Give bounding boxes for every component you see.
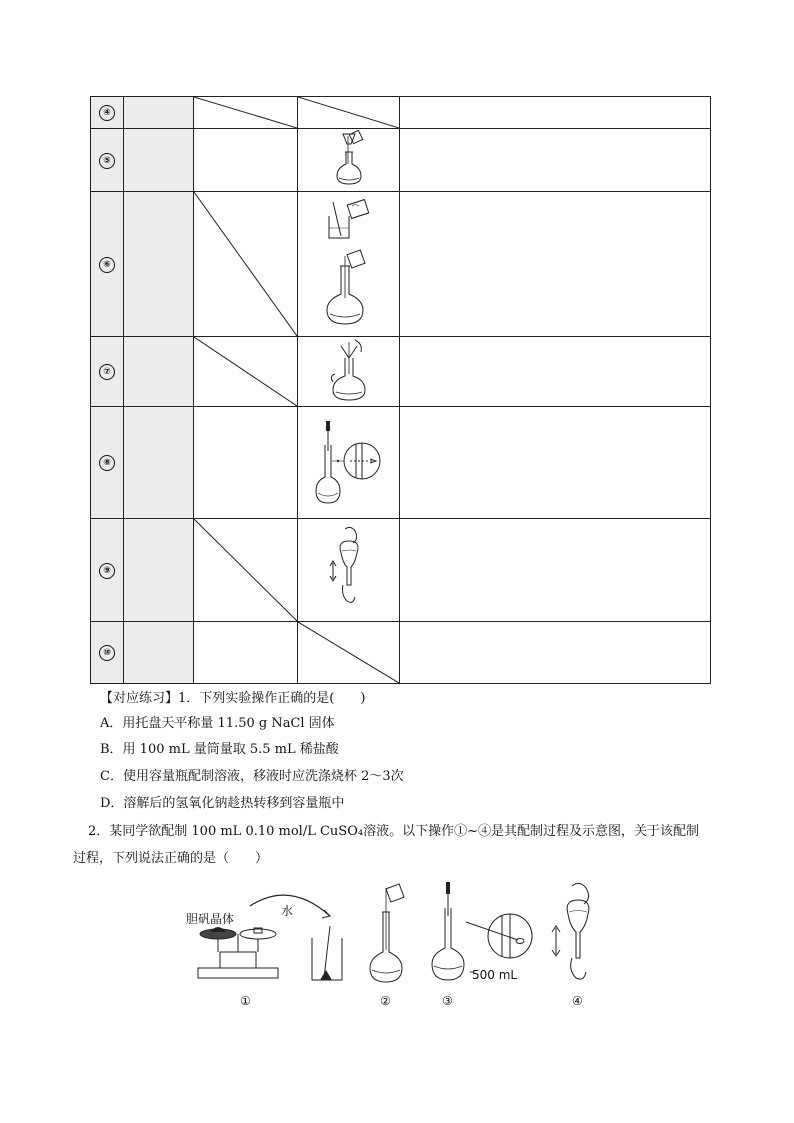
row-number: ⑤ [99,153,115,169]
blank-cell [124,129,194,192]
dropper-flask-eye-icon [314,415,384,507]
row-number-cell [91,337,124,407]
blank-cell [124,519,194,622]
balance-beaker-icon [180,876,360,986]
q1-option-b[interactable]: B．用 100 mL 量筒量取 5.5 mL 稀盐酸 [100,742,339,757]
blank-cell [124,622,194,684]
diagonal-cell [298,622,400,684]
answer-cell[interactable] [400,337,711,407]
answer-cell[interactable] [400,407,711,519]
image-cell [298,337,400,407]
water-label: 水 [281,904,294,918]
image-cell [298,407,400,519]
q1-option-c[interactable]: C．使用容量瓶配制溶液，移液时应洗涤烧杯 2～3次 [100,769,404,784]
answer-cell[interactable] [400,192,711,337]
blank-cell [124,97,194,129]
table-row [91,622,711,684]
row-number-cell [91,407,124,519]
procedure-table [90,96,711,684]
row-number: ⑦ [99,364,115,380]
table-row [91,129,711,192]
funnel-flask-icon [329,130,369,186]
table-row [91,97,711,129]
row-number: ⑥ [99,257,115,273]
row-number-cell [91,129,124,192]
row-number-cell [91,192,124,337]
image-cell [298,129,400,192]
table-row [91,337,711,407]
row-number-cell [91,519,124,622]
blank-cell [124,337,194,407]
flask-inverting-icon [327,523,371,613]
diagonal-cell [194,519,298,622]
answer-cell[interactable] [194,407,298,519]
question-1-stem: 【对应练习】1．下列实验操作正确的是( ) [100,691,366,706]
answer-cell[interactable] [194,622,298,684]
preparation-figure [180,876,620,1012]
table-row [91,407,711,519]
step-label-2: ② [380,994,391,1008]
volume-label: 500 mL [472,968,518,982]
answer-cell[interactable] [400,622,711,684]
diagonal-cell [298,97,400,129]
question-2-stem-line-1: 2．某同学欲配制 100 mL 0.10 mol/L CuSO₄溶液。以下操作①~④是其配制过程及示意图，关于该配制 [88,824,699,839]
diagonal-cell [194,192,298,337]
row-number: ⑨ [99,563,115,579]
blank-cell [124,407,194,519]
flask-inverting-icon [550,878,606,990]
answer-cell[interactable] [400,129,711,192]
row-number: ⑧ [99,455,115,471]
table-row [91,192,711,337]
question-2-stem-line-2: 过程，下列说法正确的是（ ） [73,851,269,866]
step-label-1: ① [240,994,251,1008]
answer-cell[interactable] [400,97,711,129]
flask-transfer-icon [368,882,408,984]
q1-option-a[interactable]: A．用托盘天平称量 11.50 g NaCl 固体 [100,716,335,731]
row-number-cell [91,622,124,684]
diagonal-cell [194,337,298,407]
crystal-label: 胆矾晶体 [186,912,235,926]
image-cell [298,519,400,622]
image-cell [298,192,400,337]
table-row [91,519,711,622]
row-number: ④ [99,105,115,121]
flask-shaking-icon [327,338,371,402]
diagonal-cell [194,97,298,129]
beaker-and-flask-transfer-icon [319,194,379,330]
row-number-cell [91,97,124,129]
step-label-4: ④ [572,994,583,1008]
step-label-3: ③ [442,994,453,1008]
q1-option-d[interactable]: D．溶解后的氢氧化钠趁热转移到容量瓶中 [100,796,345,811]
answer-cell[interactable] [194,129,298,192]
answer-cell[interactable] [400,519,711,622]
row-number: ⑩ [99,645,115,661]
blank-cell [124,192,194,337]
